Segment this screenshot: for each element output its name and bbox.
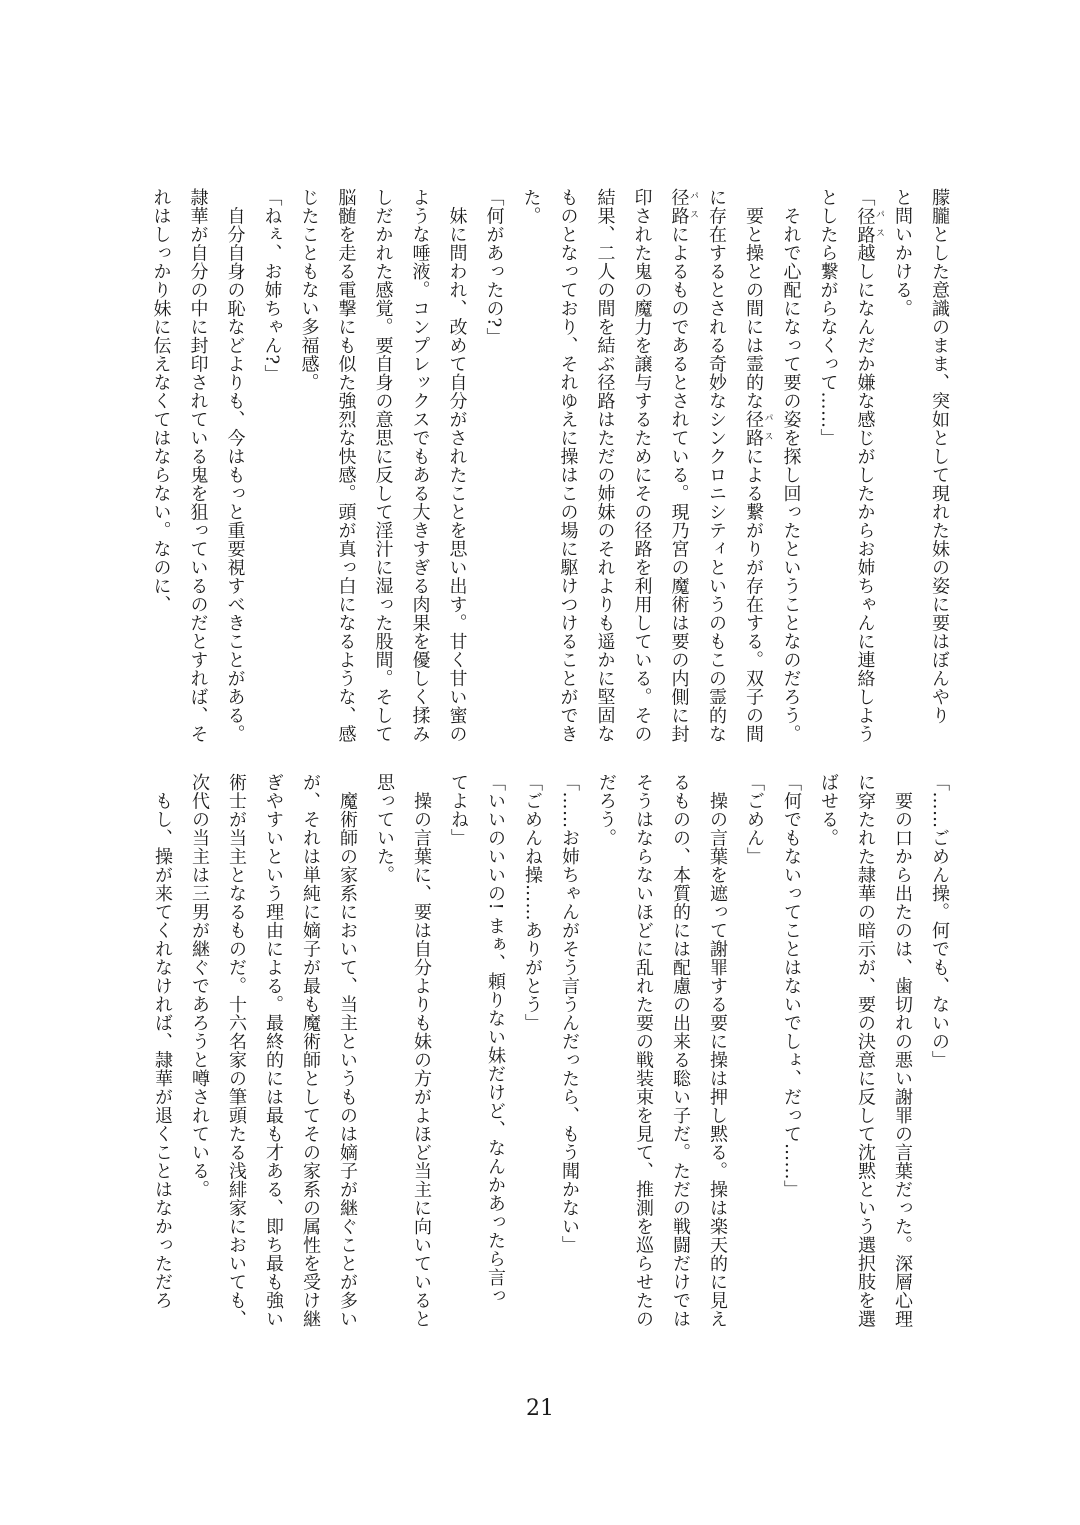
text-line: てよね」 bbox=[448, 773, 469, 847]
text-line: た。 bbox=[520, 188, 542, 225]
ruby-text: パス bbox=[874, 206, 884, 244]
text-line: 「ねぇ、お姉ちゃん?」 bbox=[261, 188, 283, 384]
text-line: 操の言葉を遮って謝罪する要に操は押し黙る。操は楽天的に見え bbox=[707, 773, 728, 1328]
text-line: しだかれた感覚。要自身の意思に反して淫汁に湿った股間。そして bbox=[372, 188, 394, 743]
text-line: 朦朧とした意識のまま、突如として現れた妹の姿に要はぼんやり bbox=[929, 188, 950, 725]
text-line: 「……お姉ちゃんがそう言うんだったら、もう聞かない」 bbox=[559, 773, 580, 1254]
text-line: ような唾液。コンプレックスでもある大きすぎる肉果を優しく揉み bbox=[409, 188, 431, 743]
text-line: 隷華が自分の中に封印されている鬼を狙っているのだとすれば、そ bbox=[187, 188, 209, 743]
ruby-text: パス bbox=[688, 188, 698, 225]
ruby-base: 径路 bbox=[743, 410, 764, 447]
text-line: に存在するとされる奇妙なシンクロニシティというのもこの霊的な bbox=[706, 188, 727, 743]
text-line: じたこともない多福感。 bbox=[298, 188, 320, 392]
text-line bbox=[847, 188, 885, 743]
text-line: 妹に問われ、改めて自分がされたことを思い出す。甘く甘い蜜の bbox=[446, 188, 468, 743]
text-line: 「何でもないってことはないでしょ、だって……」 bbox=[781, 773, 802, 1199]
text-line: 印された鬼の魔力を譲与するためにその径路を利用している。その bbox=[631, 188, 653, 743]
ruby-text: パス bbox=[762, 410, 773, 447]
text-line: 思っていた。 bbox=[374, 773, 395, 884]
text-line: としたら繋がらなくって……」 bbox=[817, 188, 839, 447]
text-line bbox=[735, 188, 773, 743]
text-line bbox=[661, 188, 699, 743]
ruby-annotation bbox=[668, 188, 698, 225]
text-line: 要の口から出たのは、歯切れの悪い謝罪の言葉だった。深層心理 bbox=[892, 773, 913, 1328]
text-segment: 要と操との間には霊的な bbox=[743, 188, 764, 410]
text-line: ぎやすいという理由による。最終的には最も才ある、即ち最も強い bbox=[263, 773, 284, 1328]
text-segment: による繋がりが存在する。双子の間 bbox=[743, 447, 764, 743]
text-line: 操の言葉に、要は自分よりも妹の方がよほど当主に向いていると bbox=[411, 773, 432, 1328]
ruby-base: 径路 bbox=[854, 206, 876, 244]
text-line: だろう。 bbox=[596, 773, 617, 847]
text-line: ばせる。 bbox=[818, 773, 839, 847]
text-line: と問いかける。 bbox=[892, 188, 913, 318]
ruby-base: 径路 bbox=[668, 188, 690, 225]
text-line: 「何があったの?」 bbox=[483, 188, 505, 347]
text-line: それで心配になって要の姿を探し回ったということなのだろう。 bbox=[780, 188, 802, 743]
text-line: 魔術師の家系において、当主というものは嫡子が継ぐことが多い bbox=[337, 773, 358, 1328]
text-line: ものとなっており、それゆえに操はこの場に駆けつけることができ bbox=[557, 188, 579, 743]
bottom-text-block bbox=[138, 773, 958, 1333]
text-line: もし、操が来てくれなければ、隷華が退くことはなかっただろ bbox=[152, 773, 173, 1310]
text-line: 「ごめん」 bbox=[744, 773, 765, 866]
text-segment: 「 bbox=[854, 188, 876, 207]
page-number: 21 bbox=[526, 1396, 554, 1421]
ruby-annotation bbox=[743, 410, 773, 447]
text-line: るものの、本質的には配慮の出来る聡い子だ。ただの戦闘だけでは bbox=[670, 773, 691, 1328]
text-line: 術士が当主となるものだ。十六名家の筆頭たる浅緋家においても、 bbox=[226, 773, 247, 1328]
text-line: 次代の当主は三男が継ぐであろうと噂されている。 bbox=[189, 773, 210, 1199]
text-segment: 越しになんだか嫌な感じがしたからお姉ちゃんに連絡しよう bbox=[854, 243, 876, 743]
text-line: に穿たれた隷華の暗示が、要の決意に反して沈黙という選択肢を選 bbox=[855, 773, 876, 1328]
text-line: 脳髄を走る電撃にも似た強烈な快感。頭が真っ白になるような、感 bbox=[335, 188, 357, 743]
text-line: が、それは単純に嫡子が最も魔術師としてその家系の属性を受け継 bbox=[300, 773, 321, 1328]
text-line: 「ごめんね操……ありがとう」 bbox=[522, 773, 543, 1032]
text-line: 自分自身の恥などよりも、今はもっと重要視すべきことがある。 bbox=[224, 188, 246, 743]
text-segment: によるものであるとされている。現乃宮の魔術は要の内側に封 bbox=[668, 225, 690, 743]
text-line: 結果、二人の間を結ぶ径路はただの姉妹のそれよりも遥かに堅固な bbox=[594, 188, 616, 743]
text-line: そうはならないほどに乱れた要の戦装束を見て、推測を巡らせたの bbox=[633, 773, 654, 1328]
text-line: 「……ごめん操。何でも、ないの」 bbox=[929, 773, 950, 1069]
ruby-annotation bbox=[854, 206, 884, 244]
top-text-block bbox=[138, 188, 958, 743]
text-line: 「いいのいいの! まぁ、頼りない妹だけど、なんかあったら言っ bbox=[485, 773, 506, 1305]
text-line: れはしっかり妹に伝えなくてはならない。なのに、 bbox=[150, 188, 172, 614]
